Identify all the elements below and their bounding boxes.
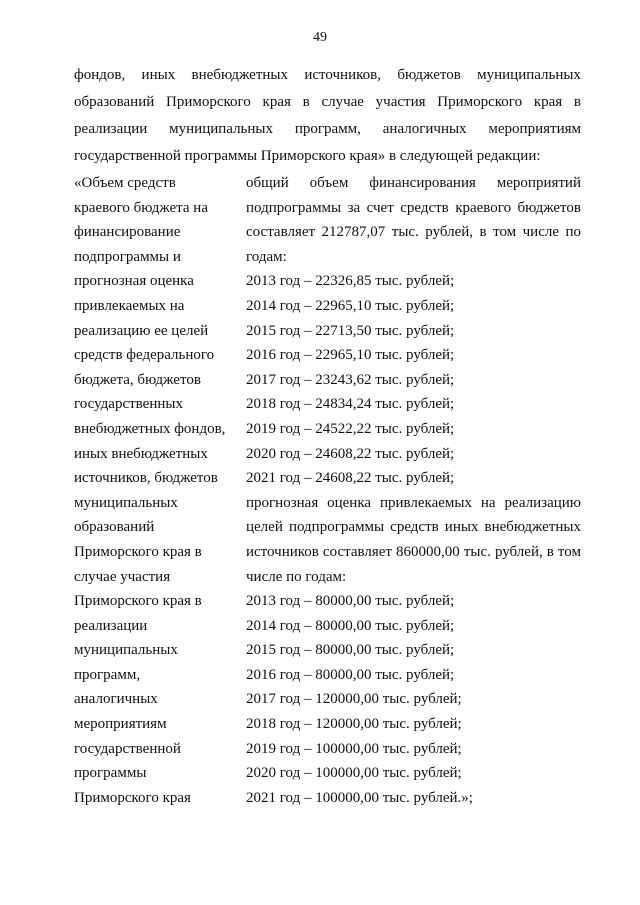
parameter-value-line: 2014 год – 80000,00 тыс. рублей; [246, 617, 455, 634]
intro-line: государственной программы Приморского края» в следующей редакции: [74, 148, 541, 164]
parameter-value-line: 2014 год – 22965,10 тыс. рублей; [246, 297, 455, 314]
parameter-name-line: образований [74, 519, 155, 536]
parameter-name-line: средств федерального [74, 347, 215, 364]
parameter-value-line: 2021 год – 24608,22 тыс. рублей; [246, 470, 455, 487]
parameter-value-line: подпрограммы за счет средств краевого бюджетов [246, 199, 581, 216]
parameter-value-line: 2017 год – 120000,00 тыс. рублей; [246, 691, 462, 708]
parameter-value-line: 2020 год – 100000,00 тыс. рублей; [246, 765, 462, 782]
parameter-value-line: источников составляет 860000,00 тыс. рублей, в том [246, 543, 581, 560]
parameter-value-line: составляет 212787,07 тыс. рублей, в том числе по [246, 224, 581, 241]
parameter-name-line: Приморского края в [74, 543, 202, 560]
parameter-name-line: бюджета, бюджетов [74, 371, 201, 388]
parameter-name-line: привлекаемых на [74, 297, 185, 314]
parameter-value-line: числе по годам: [246, 568, 347, 585]
parameter-value-line: 2019 год – 24522,22 тыс. рублей; [246, 420, 455, 437]
parameter-value-line: годам: [246, 248, 287, 265]
parameter-value-line: 2015 год – 80000,00 тыс. рублей; [246, 642, 455, 659]
parameter-value-line: 2021 год – 100000,00 тыс. рублей.»; [246, 789, 473, 806]
parameter-name-line: случае участия [74, 568, 171, 585]
intro-line: фондов, иных внебюджетных источников, бюджетов муниципальных [74, 67, 581, 83]
parameter-name-line: подпрограммы и [74, 248, 181, 265]
parameter-value-line: 2016 год – 80000,00 тыс. рублей; [246, 666, 455, 683]
parameter-value-column [246, 171, 581, 810]
parameter-value-line: целей подпрограммы средств иных внебюджетных [246, 519, 581, 536]
parameter-value-line: 2016 год – 22965,10 тыс. рублей; [246, 347, 455, 364]
page-number: 49 [313, 30, 327, 45]
parameter-value-line: 2017 год – 23243,62 тыс. рублей; [246, 371, 455, 388]
parameter-name-line: муниципальных [74, 494, 178, 511]
parameter-name-line: мероприятиям [74, 716, 167, 733]
parameter-name-line: муниципальных [74, 642, 178, 659]
parameter-value-line: 2020 год – 24608,22 тыс. рублей; [246, 445, 455, 462]
parameter-name-line: внебюджетных фондов, [74, 420, 226, 437]
parameter-value-line: 2018 год – 120000,00 тыс. рублей; [246, 716, 462, 733]
parameter-name-line: «Объем средств [74, 175, 176, 191]
parameter-name-line: финансирование [74, 224, 181, 241]
parameter-value-line: общий объем финансирования мероприятий [246, 175, 581, 191]
parameter-name-line: аналогичных [74, 691, 158, 708]
parameter-value-line: 2013 год – 22326,85 тыс. рублей; [246, 273, 455, 290]
intro-line: образований Приморского края в случае участия Приморского края в [74, 94, 581, 110]
parameter-name-line: краевого бюджета на [74, 199, 208, 216]
parameter-value-line: прогнозная оценка привлекаемых на реализацию [246, 494, 581, 511]
parameter-name-line: реализацию ее целей [74, 322, 209, 339]
parameter-name-line: иных внебюджетных [74, 445, 208, 462]
parameter-name-line: программ, [74, 666, 141, 683]
parameter-value-line: 2019 год – 100000,00 тыс. рублей; [246, 740, 462, 757]
parameter-name-line: Приморского края [74, 789, 191, 806]
parameter-value-line: 2013 год – 80000,00 тыс. рублей; [246, 593, 455, 610]
parameter-name-line: прогнозная оценка [74, 273, 194, 290]
parameter-name-line: Приморского края в [74, 593, 202, 610]
parameter-name-line: государственных [74, 396, 183, 413]
parameter-name-column [74, 171, 244, 810]
intro-line: реализации муниципальных программ, аналогичных мероприятиям [74, 121, 581, 137]
parameter-name-line: реализации [74, 617, 148, 634]
parameter-value-line: 2018 год – 24834,24 тыс. рублей; [246, 396, 455, 413]
parameter-name-line: источников, бюджетов [74, 470, 218, 487]
parameter-value-line: 2015 год – 22713,50 тыс. рублей; [246, 322, 455, 339]
parameter-name-line: программы [74, 765, 147, 782]
parameter-name-line: государственной [74, 740, 181, 757]
